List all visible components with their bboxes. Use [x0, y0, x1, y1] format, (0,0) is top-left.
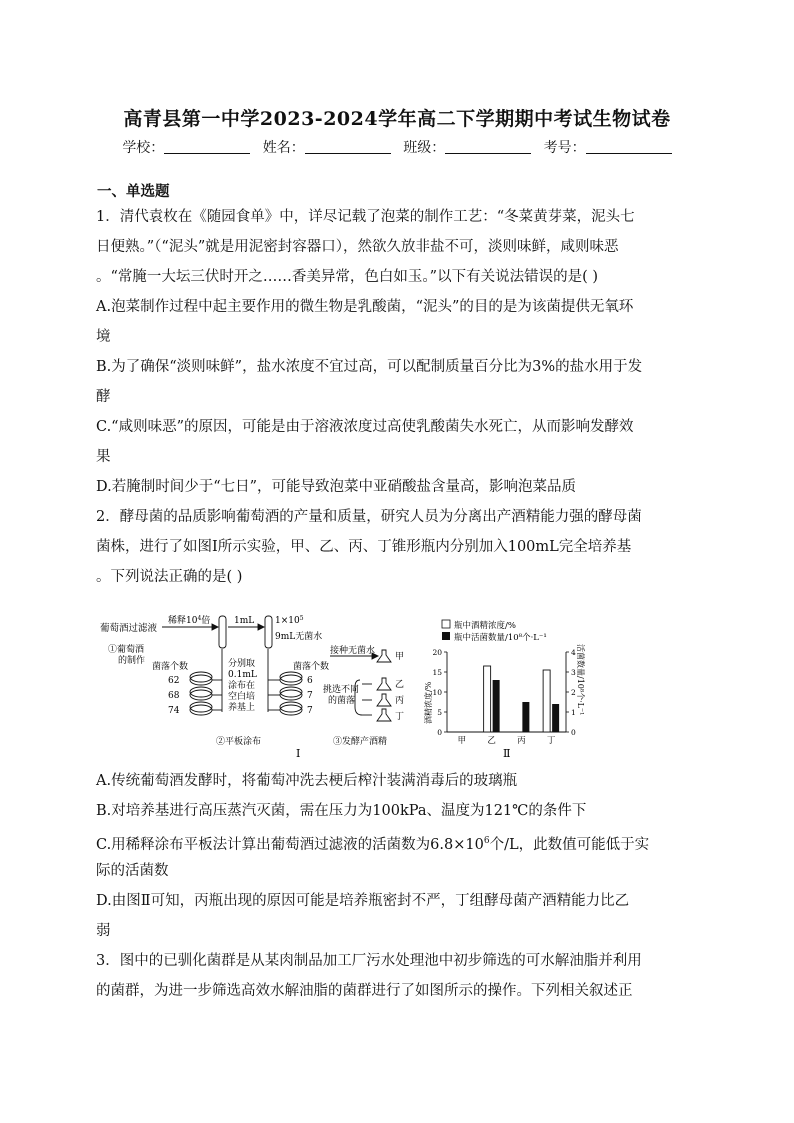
figure-1-label: Ⅰ	[296, 747, 301, 760]
transfer-label: 1mL	[234, 616, 255, 626]
bar-live-cells	[493, 680, 500, 732]
section-heading: 一、单选题	[97, 183, 170, 200]
arrow-head	[212, 624, 218, 630]
legend-filled-label: 瓶中活菌数量/10⁸个·L⁻¹	[454, 633, 547, 643]
plating-note: 分别取	[228, 659, 256, 669]
q2-option-a: A.传统葡萄酒发酵时，将葡萄冲洗去梗后榨汁装满消毒后的玻璃瓶	[96, 773, 518, 789]
plating-note: 涂布在	[228, 681, 256, 691]
y-right-tick-label: 1	[571, 708, 576, 717]
colony-count: 62	[168, 676, 180, 686]
q1-option-b-cont: 酵	[96, 389, 111, 405]
q2-option-c-cont: 际的活菌数	[96, 863, 169, 879]
colony-count: 6	[307, 676, 313, 686]
bar-chart	[423, 620, 586, 746]
q1-option-a-cont: 境	[96, 329, 111, 345]
class-blank[interactable]	[445, 139, 531, 154]
q1-option-b: B.为了确保“淡则味鲜”，盐水浓度不宜过高，可以配制质量百分比为3%的盐水用于发	[96, 359, 643, 375]
q1-stem-line: 1．清代袁枚在《随园食单》中，详尽记载了泡菜的制作工艺：“冬菜黄芽菜，泥头七	[96, 209, 635, 225]
student-info-line	[0, 137, 794, 157]
flask-label: 甲	[395, 652, 405, 662]
q2-stem-line: 。下列说法正确的是( )	[96, 569, 243, 585]
q2-stem-line: 2．酵母菌的品质影响葡萄酒的产量和质量，研究人员为分离出产酒精能力强的酵母菌	[96, 509, 642, 525]
colony-count-label-left: 菌落个数	[152, 662, 189, 672]
q2-option-d-cont: 弱	[96, 923, 111, 939]
x-tick-label: 甲	[457, 736, 467, 746]
dilute-label: 稀释$10^4$倍	[168, 615, 211, 626]
plating-note: 0.1mL	[228, 670, 257, 680]
step1-label: 的制作	[118, 656, 146, 666]
flask-label: 丙	[395, 696, 405, 706]
class-label: 班级：	[403, 140, 446, 156]
question-1	[96, 202, 700, 592]
plating-note: 空白培	[228, 692, 256, 702]
exam-no-label: 考号：	[543, 140, 586, 156]
school-blank[interactable]	[164, 139, 250, 154]
test-tube-2	[265, 616, 272, 648]
flask-label: 丁	[395, 712, 405, 722]
bar-live-cells	[522, 702, 529, 732]
x-tick-label: 乙	[487, 736, 496, 746]
y-left-tick-label: 20	[432, 648, 442, 657]
colony-count-label-right: 菌落个数	[293, 662, 330, 672]
flask-label: 乙	[395, 680, 405, 690]
step1-label: ①葡萄酒	[108, 645, 145, 655]
pick-label: 的菌落	[328, 696, 356, 706]
y-right-title: 活菌数量/10⁸个·L⁻¹	[576, 644, 585, 716]
inoculate-label: 接种无菌水	[330, 646, 376, 656]
exam-no-blank[interactable]	[586, 139, 672, 154]
exam-title: 高青县第一中学2023-2024学年高二下学期期中考试生物试卷	[123, 108, 671, 130]
petri-dish-left	[190, 672, 212, 715]
name-label: 姓名：	[262, 140, 305, 156]
bar-alcohol	[543, 670, 550, 732]
bar-alcohol	[484, 666, 491, 732]
q1-option-c-cont: 果	[96, 449, 111, 465]
y-right-tick-label: 0	[571, 728, 576, 737]
filtrate-label: 葡萄酒过滤液	[100, 623, 158, 634]
colony-count: 74	[168, 706, 180, 716]
experiment-figure	[100, 612, 590, 762]
y-right-tick-label: 3	[571, 668, 576, 677]
q1-option-a: A.泡菜制作过程中起主要作用的微生物是乳酸菌，“泥头”的目的是为该菌提供无氧环	[96, 299, 634, 315]
plating-note: 养基上	[228, 703, 256, 713]
x-tick-label: 丁	[546, 736, 556, 746]
pick-label: 挑选不同	[323, 685, 360, 695]
y-right-tick-label: 2	[571, 688, 576, 697]
q2-stem-line: 菌株，进行了如图Ⅰ所示实验，甲、乙、丙、丁锥形瓶内分别加入100mL完全培养基	[96, 539, 632, 555]
q2-option-d: D.由图Ⅱ可知，丙瓶出现的原因可能是培养瓶密封不严，丁组酵母菌产酒精能力比乙	[96, 893, 630, 909]
y-left-tick-label: 0	[437, 728, 442, 737]
test-tube-1	[219, 616, 226, 648]
arrow-head	[258, 624, 264, 630]
q1-stem-line: 。“常腌一大坛三伏时开之……香美异常，色白如玉。”以下有关说法错误的是( )	[96, 269, 598, 285]
q3-stem-line: 的菌群，为进一步筛选高效水解油脂的菌群进行了如图所示的操作。下列相关叙述正	[96, 983, 633, 999]
y-left-tick-label: 15	[432, 668, 442, 677]
q2-option-b: B.对培养基进行高压蒸汽灭菌，需在压力为100kPa、温度为121℃的条件下	[96, 803, 587, 819]
step3-label: ③发酵产酒精	[333, 737, 388, 747]
x-tick-label: 丙	[517, 736, 526, 746]
water-label: 9mL无菌水	[275, 632, 323, 642]
q1-stem-line: 日便熟。”（“泥头”就是用泥密封容器口），然欲久放非盐不可，淡则味鲜，咸则味恶	[96, 239, 619, 255]
colony-count: 7	[307, 706, 313, 716]
bar-live-cells	[552, 704, 559, 732]
colony-count: 7	[307, 691, 313, 701]
colony-count: 68	[168, 691, 180, 701]
y-left-tick-label: 10	[432, 688, 442, 697]
school-label: 学校：	[122, 140, 165, 156]
q1-option-d: D.若腌制时间少于“七日”，可能导致泡菜中亚硝酸盐含量高，影响泡菜品质	[96, 479, 577, 495]
question-2-options	[96, 766, 700, 1006]
flasks	[377, 650, 391, 721]
legend-open-swatch	[442, 620, 450, 628]
step2-label: ②平板涂布	[216, 737, 262, 747]
q2-option-c: C.用稀释涂布平板法计算出葡萄酒过滤液的活菌数为$6.8\times 10^6$个/L，此数值可能低于实	[96, 836, 650, 853]
y-left-tick-label: 5	[437, 708, 442, 717]
name-blank[interactable]	[305, 139, 391, 154]
petri-dish-right	[280, 672, 302, 715]
concentration-label: $1\times 10^5$	[275, 615, 304, 626]
legend-filled-swatch	[442, 632, 450, 640]
legend-open-label: 瓶中酒精浓度/%	[454, 621, 516, 631]
y-right-tick-label: 4	[571, 648, 576, 657]
y-left-title: 酒精浓度/%	[424, 681, 433, 724]
figure-2-label: Ⅱ	[503, 747, 511, 760]
q3-stem-line: 3．图中的已驯化菌群是从某肉制品加工厂污水处理池中初步筛选的可水解油脂并利用	[96, 953, 642, 969]
q1-option-c: C.“咸则味恶”的原因，可能是由于溶液浓度过高使乳酸菌失水死亡，从而影响发酵效	[96, 419, 634, 435]
